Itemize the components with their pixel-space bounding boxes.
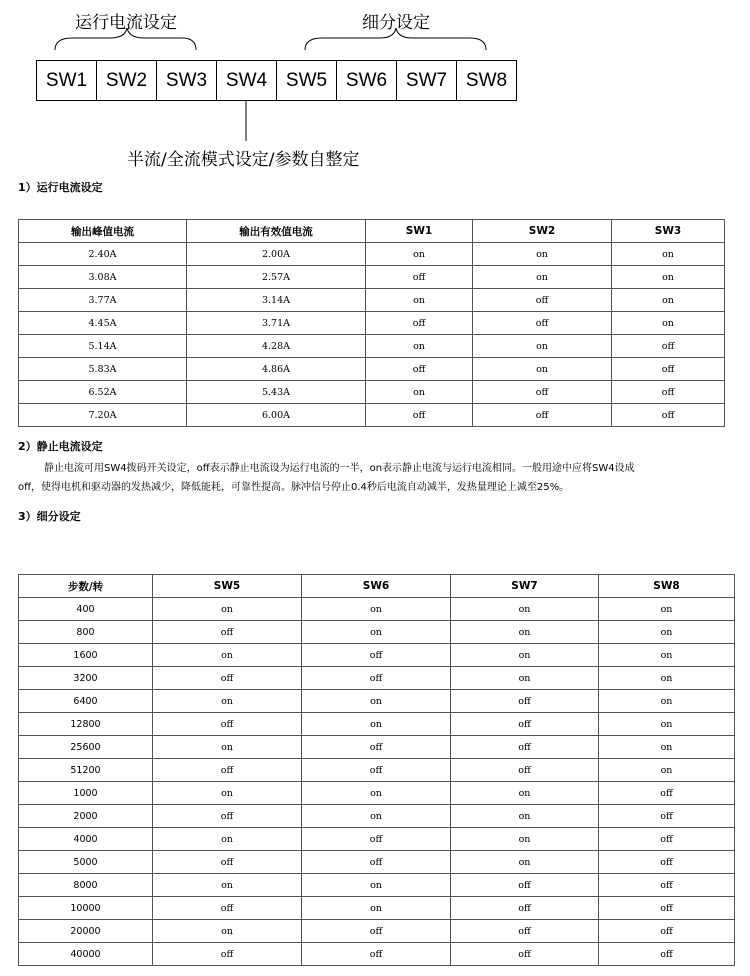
table-cell: on: [366, 289, 473, 312]
table-cell: 5.14A: [19, 335, 187, 358]
table-row: [19, 335, 725, 358]
table-cell: off: [599, 920, 735, 943]
table-cell: on: [153, 920, 302, 943]
table-cell: 6.52A: [19, 381, 187, 404]
table-cell: on: [612, 266, 725, 289]
table-cell: on: [473, 266, 612, 289]
switch-cell-sw4: SW4: [217, 61, 277, 100]
t1-header-4: SW3: [612, 220, 725, 243]
table-row: [19, 644, 735, 667]
table-cell: off: [612, 335, 725, 358]
table-cell: on: [473, 358, 612, 381]
section2-title: 2）静止电流设定: [18, 440, 103, 453]
switch-cell-sw5: SW5: [277, 61, 337, 100]
table-cell: on: [451, 828, 599, 851]
table-cell: off: [473, 381, 612, 404]
switch-cell-sw3: SW3: [157, 61, 217, 100]
brace-run-current: [55, 28, 196, 50]
sw4-mode-label: 半流/全流模式设定/参数自整定: [127, 150, 360, 170]
table-row: [19, 828, 735, 851]
table-cell: on: [599, 621, 735, 644]
table-cell: on: [366, 243, 473, 266]
table-cell: off: [302, 667, 451, 690]
table-cell: on: [153, 644, 302, 667]
section3-title: 3）细分设定: [18, 510, 81, 523]
t2-header-0: 步数/转: [19, 575, 153, 598]
table-row: [19, 667, 735, 690]
table-cell: off: [366, 312, 473, 335]
table-cell: on: [366, 381, 473, 404]
table-cell: 10000: [19, 897, 153, 920]
table-cell: off: [302, 736, 451, 759]
table-cell: on: [599, 713, 735, 736]
table-cell: off: [302, 920, 451, 943]
t2-header-3: SW7: [451, 575, 599, 598]
table-cell: off: [302, 644, 451, 667]
switch-cell-sw2: SW2: [97, 61, 157, 100]
table-cell: 20000: [19, 920, 153, 943]
dip-switch-strip: [36, 60, 517, 101]
table-cell: on: [599, 667, 735, 690]
table-cell: off: [451, 759, 599, 782]
table-cell: off: [612, 358, 725, 381]
table-cell: on: [153, 782, 302, 805]
table-cell: off: [599, 828, 735, 851]
table-cell: on: [599, 598, 735, 621]
table-cell: off: [599, 782, 735, 805]
subdivision-label: 细分设定: [362, 13, 430, 33]
table-cell: on: [153, 690, 302, 713]
table-row: [19, 897, 735, 920]
table-cell: on: [153, 874, 302, 897]
switch-cell-sw6: SW6: [337, 61, 397, 100]
switch-cell-sw7: SW7: [397, 61, 457, 100]
table-cell: on: [153, 828, 302, 851]
table-cell: off: [153, 805, 302, 828]
table-cell: 3.71A: [187, 312, 366, 335]
table-cell: off: [366, 266, 473, 289]
table-cell: off: [612, 404, 725, 427]
standstill-current-paragraph: [18, 459, 750, 497]
t1-header-0: 输出峰值电流: [19, 220, 187, 243]
table-cell: 40000: [19, 943, 153, 966]
paragraph-line-2: off，使得电机和驱动器的发热减少，降低能耗，可靠性提高。脉冲信号停止0.4秒后电流自动减半，发热量理论上减至25%。: [18, 482, 570, 493]
table-cell: off: [153, 943, 302, 966]
table-cell: on: [366, 335, 473, 358]
subdivision-table: [18, 574, 735, 966]
table-row: [19, 713, 735, 736]
table-cell: 8000: [19, 874, 153, 897]
t1-header-1: 输出有效值电流: [187, 220, 366, 243]
table-cell: on: [153, 598, 302, 621]
table-cell: 5.43A: [187, 381, 366, 404]
table-cell: on: [599, 644, 735, 667]
table-row: [19, 943, 735, 966]
table-row: [19, 920, 735, 943]
table-row: [19, 598, 735, 621]
table-row: [19, 243, 725, 266]
table-row: [19, 736, 735, 759]
table-row: [19, 782, 735, 805]
table-row: [19, 381, 725, 404]
table-cell: on: [451, 598, 599, 621]
table-cell: on: [302, 897, 451, 920]
table-cell: off: [153, 667, 302, 690]
table-cell: 4.86A: [187, 358, 366, 381]
table-cell: on: [451, 621, 599, 644]
table-cell: on: [451, 782, 599, 805]
t1-header-3: SW2: [473, 220, 612, 243]
table-cell: off: [153, 851, 302, 874]
table-row: [19, 312, 725, 335]
table-cell: on: [599, 690, 735, 713]
table-cell: 4.45A: [19, 312, 187, 335]
table-cell: on: [302, 598, 451, 621]
t1-header-2: SW1: [366, 220, 473, 243]
switch-cell-sw1: SW1: [37, 61, 97, 100]
table-cell: off: [599, 897, 735, 920]
table-cell: 1000: [19, 782, 153, 805]
table-cell: 7.20A: [19, 404, 187, 427]
table-cell: 25600: [19, 736, 153, 759]
table-cell: on: [599, 759, 735, 782]
table-cell: off: [451, 943, 599, 966]
table-row: [19, 358, 725, 381]
t2-header-1: SW5: [153, 575, 302, 598]
table-cell: off: [451, 874, 599, 897]
table-row: [19, 266, 725, 289]
table-row: [19, 404, 725, 427]
table-cell: off: [153, 759, 302, 782]
table-cell: off: [451, 736, 599, 759]
table-cell: on: [302, 690, 451, 713]
table-row: [19, 759, 735, 782]
table-cell: on: [302, 874, 451, 897]
table-cell: on: [473, 335, 612, 358]
table-cell: on: [451, 805, 599, 828]
switch-cell-sw8: SW8: [465, 69, 508, 91]
table-cell: off: [302, 759, 451, 782]
table-cell: 2.57A: [187, 266, 366, 289]
table-row: [19, 289, 725, 312]
table-cell: 1600: [19, 644, 153, 667]
table-cell: on: [451, 667, 599, 690]
brace-subdivision: [305, 28, 486, 50]
table-cell: 6400: [19, 690, 153, 713]
table-cell: off: [599, 874, 735, 897]
table-row: [19, 621, 735, 644]
table-cell: off: [153, 897, 302, 920]
table-cell: off: [451, 713, 599, 736]
table-cell: 400: [19, 598, 153, 621]
table-cell: on: [612, 312, 725, 335]
table-cell: 3200: [19, 667, 153, 690]
table-cell: 5000: [19, 851, 153, 874]
table-cell: off: [599, 851, 735, 874]
table-cell: on: [612, 243, 725, 266]
table-cell: on: [302, 782, 451, 805]
section1-title: 1）运行电流设定: [18, 181, 103, 194]
table-cell: on: [599, 736, 735, 759]
table-row: [19, 874, 735, 897]
table-row: [19, 851, 735, 874]
table-cell: off: [451, 897, 599, 920]
table-cell: off: [473, 289, 612, 312]
table-cell: on: [451, 644, 599, 667]
table-cell: 2000: [19, 805, 153, 828]
table-cell: on: [612, 289, 725, 312]
run-current-label: 运行电流设定: [75, 13, 177, 33]
table-cell: 2.40A: [19, 243, 187, 266]
table-cell: off: [473, 404, 612, 427]
table-cell: off: [302, 851, 451, 874]
table-cell: on: [302, 805, 451, 828]
table-cell: 4000: [19, 828, 153, 851]
table-cell: off: [612, 381, 725, 404]
table-cell: 2.00A: [187, 243, 366, 266]
table-cell: off: [153, 621, 302, 644]
run-current-table: [18, 219, 725, 427]
table-cell: off: [599, 943, 735, 966]
table-cell: off: [302, 828, 451, 851]
table-cell: off: [153, 713, 302, 736]
table-row: [19, 805, 735, 828]
table-row: [19, 690, 735, 713]
paragraph-line-1: 静止电流可用SW4拨码开关设定，off表示静止电流设为运行电流的一半，on表示静止电流与运行电流相同。一般用途中应将SW4设成: [44, 463, 635, 474]
table-cell: 51200: [19, 759, 153, 782]
table-cell: off: [302, 943, 451, 966]
table-cell: off: [473, 312, 612, 335]
table-cell: on: [302, 621, 451, 644]
table-cell: off: [366, 358, 473, 381]
table-cell: 3.08A: [19, 266, 187, 289]
table-cell: 3.77A: [19, 289, 187, 312]
table-cell: on: [451, 851, 599, 874]
table-cell: off: [451, 690, 599, 713]
table-cell: off: [599, 805, 735, 828]
table-cell: on: [302, 713, 451, 736]
table-cell: 3.14A: [187, 289, 366, 312]
table-cell: 4.28A: [187, 335, 366, 358]
t2-header-4: SW8: [599, 575, 735, 598]
table-cell: on: [473, 243, 612, 266]
table-cell: 5.83A: [19, 358, 187, 381]
table-cell: 12800: [19, 713, 153, 736]
table-cell: off: [366, 404, 473, 427]
table-cell: off: [451, 920, 599, 943]
table-cell: 6.00A: [187, 404, 366, 427]
table-cell: 800: [19, 621, 153, 644]
table-cell: on: [153, 736, 302, 759]
t2-header-2: SW6: [302, 575, 451, 598]
